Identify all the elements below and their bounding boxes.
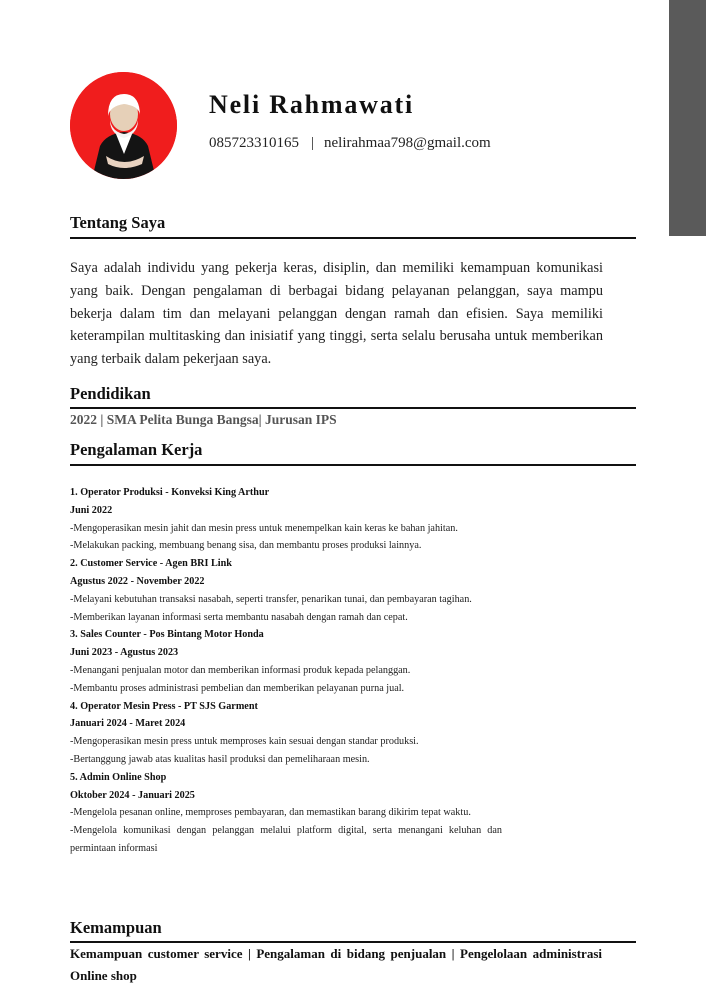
- profile-photo: [70, 72, 177, 179]
- job-title: 5. Admin Online Shop: [70, 771, 167, 783]
- experience-list: [70, 484, 502, 858]
- job-date: Oktober 2024 - Januari 2025: [70, 789, 195, 801]
- job-duty: -Menangani penjualan motor dan memberikan informasi produk kepada pelanggan.: [70, 664, 411, 676]
- contact-separator: |: [311, 135, 315, 151]
- education-divider: [70, 407, 636, 409]
- job-item: [70, 698, 502, 769]
- candidate-name: Neli Rahmawati: [209, 90, 415, 119]
- skills-text: Kemampuan customer service | Pengalaman di bidang penjualan | Pengelolaan administrasi Online shop: [70, 946, 602, 983]
- job-date: Agustus 2022 - November 2022: [70, 575, 205, 587]
- experience-divider: [70, 464, 636, 466]
- job-item: [70, 484, 502, 555]
- side-decoration-bar: [669, 0, 706, 236]
- phone-number: 085723310165: [209, 135, 299, 151]
- job-date: Januari 2024 - Maret 2024: [70, 718, 186, 730]
- job-duty: -Melakukan packing, membuang benang sisa, dan membantu proses produksi lainnya.: [70, 540, 422, 552]
- education-title: Pendidikan: [70, 384, 151, 403]
- contact-line: [209, 135, 491, 152]
- job-duty: -Memberikan layanan informasi serta membantu nasabah dengan ramah dan cepat.: [70, 611, 408, 623]
- job-item: [70, 555, 502, 626]
- about-divider: [70, 237, 636, 239]
- job-title: 2. Customer Service - Agen BRI Link: [70, 558, 232, 570]
- avatar: [70, 72, 177, 179]
- job-duty: -Bertanggung jawab atas kualitas hasil produksi dan pemeliharaan mesin.: [70, 753, 370, 765]
- job-date: Juni 2023 - Agustus 2023: [70, 647, 179, 659]
- about-text: Saya adalah individu yang pekerja keras, disiplin, dan memiliki kemampuan komunikasi yang baik. Dengan pengalaman di berbagai bidang pelayanan pelanggan, saya mampu bekerja dalam tim dan melayani pelanggan dengan ramah dan efisien. Saya memiliki keterampilan multitasking dan inisiatif yang tinggi, serta selalu berusaha untuk memberikan yang terbaik dalam pekerjaan saya.: [70, 260, 603, 368]
- job-duty: -Membantu proses administrasi pembelian dan memberikan pelayanan purna jual.: [70, 682, 405, 694]
- job-item: [70, 769, 502, 858]
- job-title: 3. Sales Counter - Pos Bintang Motor Honda: [70, 629, 264, 641]
- job-duty: -Mengoperasikan mesin jahit dan mesin press untuk menempelkan kain keras ke bahan jahitan.: [70, 522, 458, 534]
- job-date: Juni 2022: [70, 504, 113, 516]
- email-address[interactable]: nelirahmaa798@gmail.com: [324, 135, 491, 151]
- job-duty: -Mengelola pesanan online, memproses pembayaran, dan memastikan barang dikirim tepat waktu.: [70, 807, 471, 819]
- about-title: Tentang Saya: [70, 213, 166, 232]
- job-duty: -Mengoperasikan mesin press untuk memproses kain sesuai dengan standar produksi.: [70, 736, 419, 748]
- job-duty: -Mengelola komunikasi dengan pelanggan melalui platform digital, serta menangani keluhan dan permintaan informasi: [70, 825, 502, 854]
- experience-title: Pengalaman Kerja: [70, 440, 203, 459]
- education-entry: 2022 | SMA Pelita Bunga Bangsa| Jurusan IPS: [70, 412, 337, 427]
- job-title: 4. Operator Mesin Press - PT SJS Garment: [70, 700, 258, 712]
- skills-title: Kemampuan: [70, 918, 162, 937]
- job-duty: -Melayani kebutuhan transaksi nasabah, seperti transfer, penarikan tunai, dan pembayaran tagihan.: [70, 593, 472, 605]
- job-item: [70, 626, 502, 697]
- job-title: 1. Operator Produksi - Konveksi King Arthur: [70, 487, 270, 498]
